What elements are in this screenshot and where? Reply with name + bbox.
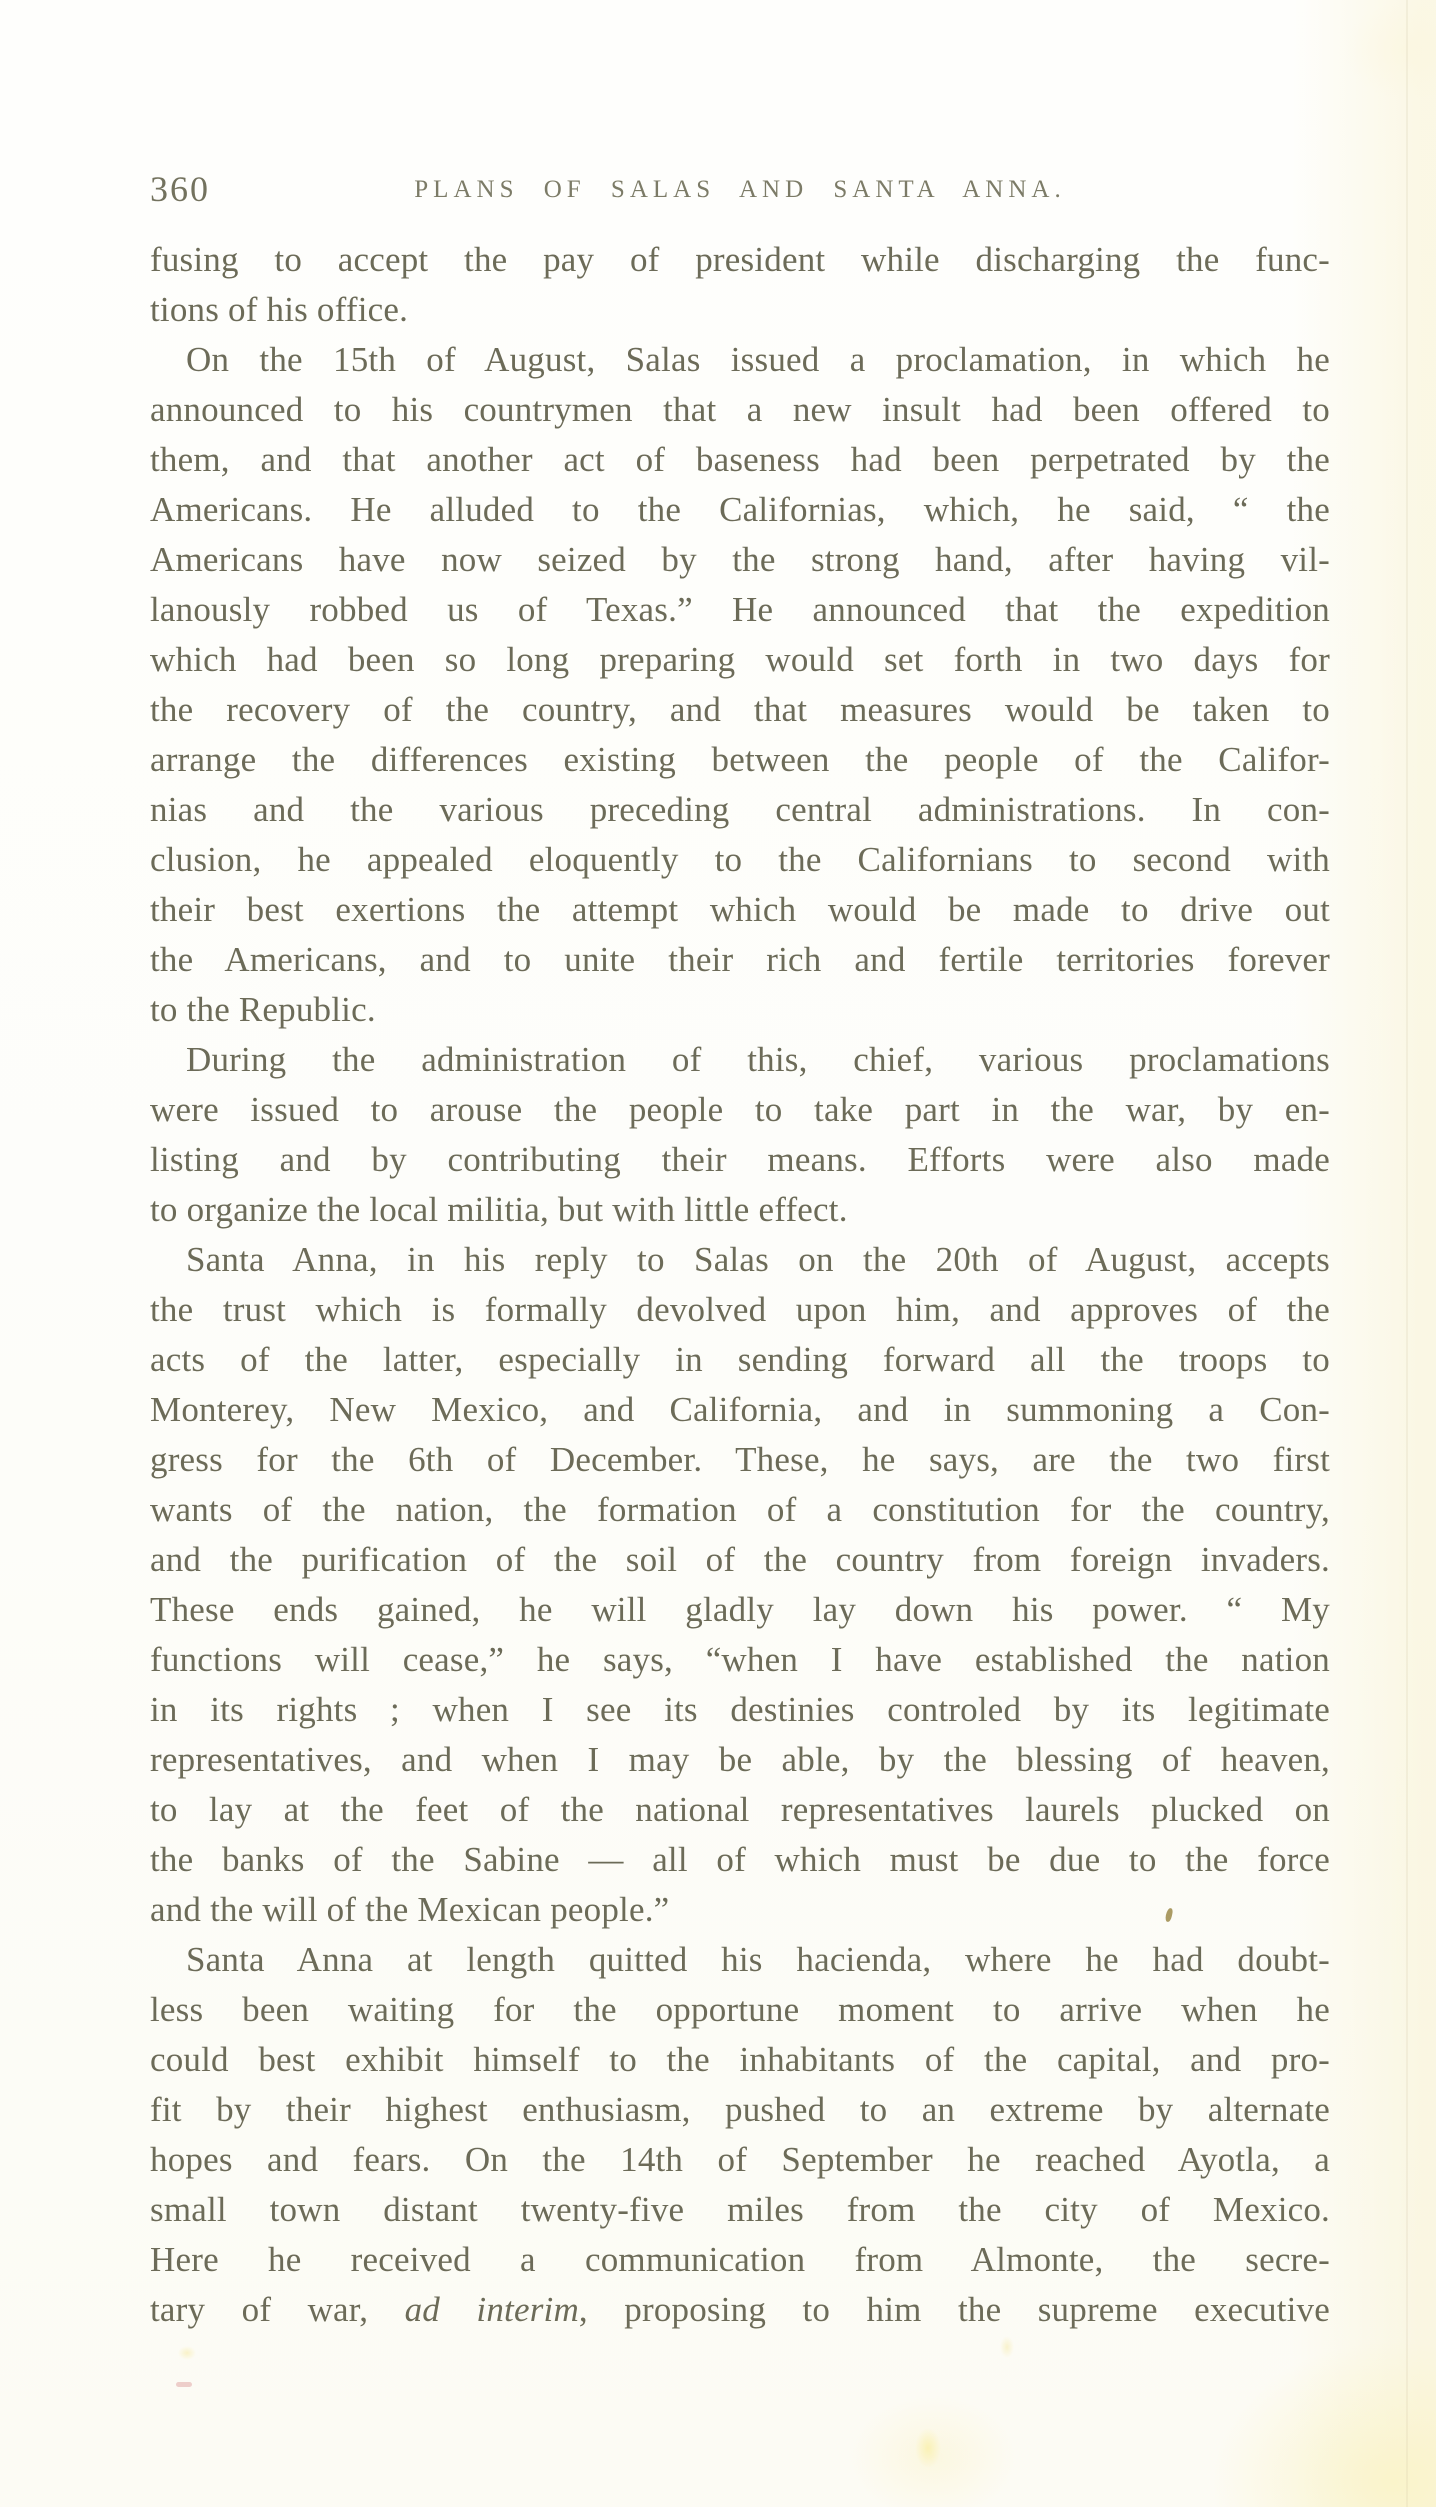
text-segment: wants of the nation, the formation of a constitution for the country, — [150, 1490, 1330, 1529]
text-line — [150, 1235, 1330, 1285]
text-line — [150, 685, 1330, 735]
text-segment: hopes and fears. On the 14th of September he reached Ayotla, a — [150, 2140, 1330, 2179]
text-line — [150, 1385, 1330, 1435]
text-line — [150, 1885, 1330, 1935]
text-segment: Americans. He alluded to the Californias, which, he said, “ the — [150, 490, 1330, 529]
text-segment: arrange the differences existing between the people of the Califor- — [150, 740, 1330, 779]
text-segment: tions of his office. — [150, 290, 409, 329]
text-line — [150, 285, 1330, 335]
text-segment: less been waiting for the opportune moment to arrive when he — [150, 1990, 1330, 2029]
text-segment: tary of war, — [150, 2290, 405, 2329]
text-line — [150, 385, 1330, 435]
text-segment: and the will of the Mexican people.” — [150, 1890, 670, 1929]
text-line — [150, 1085, 1330, 1135]
text-segment: functions will cease,” he says, “when I have established the nation — [150, 1640, 1330, 1679]
text-segment: the Americans, and to unite their rich and fertile territories forever — [150, 940, 1330, 979]
text-line — [150, 935, 1330, 985]
text-segment: to lay at the feet of the national representatives laurels plucked on — [150, 1790, 1330, 1829]
text-segment: These ends gained, he will gladly lay down his power. “ My — [150, 1590, 1330, 1629]
text-segment: representatives, and when I may be able, by the blessing of heaven, — [150, 1740, 1330, 1779]
text-segment: nias and the various preceding central administrations. In con- — [150, 790, 1330, 829]
text-line — [150, 2085, 1330, 2135]
text-line — [150, 485, 1330, 535]
text-segment: to organize the local militia, but with little effect. — [150, 1190, 848, 1229]
text-segment: fit by their highest enthusiasm, pushed to an extreme by alternate — [150, 2090, 1330, 2129]
yellow-stain-speck — [178, 2346, 196, 2360]
text-line — [150, 1735, 1330, 1785]
text-segment: the banks of the Sabine — all of which must be due to the force — [150, 1840, 1330, 1879]
text-line — [150, 735, 1330, 785]
text-segment: Monterey, New Mexico, and California, and in summoning a Con- — [150, 1390, 1330, 1429]
yellow-stain-speck — [915, 2428, 941, 2468]
text-block — [150, 235, 1330, 2335]
text-segment: fusing to accept the pay of president while discharging the func- — [150, 240, 1330, 279]
text-segment: clusion, he appealed eloquently to the Californians to second with — [150, 840, 1330, 879]
pink-stain-speck — [176, 2382, 192, 2387]
text-line — [150, 335, 1330, 385]
text-line — [150, 2185, 1330, 2235]
text-segment: Santa Anna, in his reply to Salas on the 20th of August, accepts — [186, 1240, 1330, 1279]
text-line — [150, 1685, 1330, 1735]
page-number: 360 — [150, 169, 210, 209]
text-line — [150, 1335, 1330, 1385]
text-segment: gress for the 6th of December. These, he says, are the two first — [150, 1440, 1330, 1479]
text-line — [150, 1535, 1330, 1585]
text-segment: in its rights ; when I see its destinies controled by its legitimate — [150, 1690, 1330, 1729]
text-line — [150, 585, 1330, 635]
text-line — [150, 1785, 1330, 1835]
running-header: PLANS OF SALAS AND SANTA ANNA. — [414, 176, 1066, 203]
text-line — [150, 1585, 1330, 1635]
text-segment: to the Republic. — [150, 990, 376, 1029]
text-segment: and the purification of the soil of the country from foreign invaders. — [150, 1540, 1330, 1579]
text-segment: lanously robbed us of Texas.” He announced that the expedition — [150, 590, 1330, 629]
text-line — [150, 535, 1330, 585]
text-line — [150, 2135, 1330, 2185]
text-segment: During the administration of this, chief, various proclamations — [186, 1040, 1330, 1079]
text-line — [150, 1985, 1330, 2035]
text-line — [150, 435, 1330, 485]
text-line — [150, 1485, 1330, 1535]
text-line — [150, 1135, 1330, 1185]
text-line — [150, 1435, 1330, 1485]
text-line — [150, 885, 1330, 935]
text-line — [150, 2035, 1330, 2085]
text-line — [150, 2285, 1330, 2335]
text-segment: them, and that another act of baseness had been perpetrated by the — [150, 440, 1330, 479]
text-line — [150, 835, 1330, 885]
page-edge-crease — [1406, 0, 1408, 2507]
text-line — [150, 985, 1330, 1035]
text-segment: , proposing to him the supreme executive — [578, 2290, 1330, 2329]
text-segment: Santa Anna at length quitted his hacienda, where he had doubt- — [186, 1940, 1330, 1979]
text-line — [150, 235, 1330, 285]
text-segment: small town distant twenty-five miles from the city of Mexico. — [150, 2190, 1330, 2229]
italic-text: ad interim — [404, 2290, 579, 2329]
text-segment: On the 15th of August, Salas issued a proclamation, in which he — [186, 340, 1330, 379]
text-line — [150, 1935, 1330, 1985]
text-line — [150, 1285, 1330, 1335]
text-line — [150, 1835, 1330, 1885]
text-segment: announced to his countrymen that a new insult had been offered to — [150, 390, 1330, 429]
text-segment: the trust which is formally devolved upon him, and approves of the — [150, 1290, 1330, 1329]
text-segment: could best exhibit himself to the inhabitants of the capital, and pro- — [150, 2040, 1330, 2079]
text-segment: their best exertions the attempt which would be made to drive out — [150, 890, 1330, 929]
text-line — [150, 2235, 1330, 2285]
text-segment: Americans have now seized by the strong hand, after having vil- — [150, 540, 1330, 579]
text-line — [150, 1185, 1330, 1235]
text-segment: Here he received a communication from Almonte, the secre- — [150, 2240, 1330, 2279]
text-line — [150, 635, 1330, 685]
text-line — [150, 785, 1330, 835]
text-segment: which had been so long preparing would set forth in two days for — [150, 640, 1330, 679]
text-segment: the recovery of the country, and that measures would be taken to — [150, 690, 1330, 729]
text-line — [150, 1035, 1330, 1085]
text-segment: were issued to arouse the people to take part in the war, by en- — [150, 1090, 1330, 1129]
text-line — [150, 1635, 1330, 1685]
yellow-stain-speck — [1000, 2336, 1014, 2358]
text-segment: acts of the latter, especially in sending forward all the troops to — [150, 1340, 1330, 1379]
text-segment: listing and by contributing their means. Efforts were also made — [150, 1140, 1330, 1179]
